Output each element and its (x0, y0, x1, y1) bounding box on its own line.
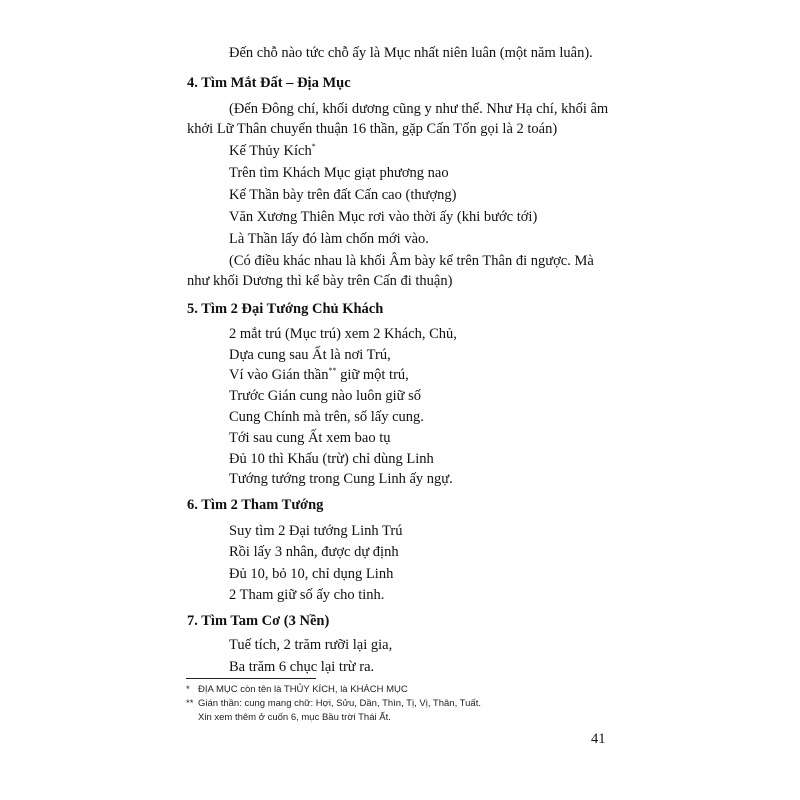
footnote-marker: ** (328, 366, 337, 376)
footnote-divider (186, 678, 316, 679)
body-line: như khối Dương thì kể bày trên Cấn đi thuận) (187, 273, 453, 289)
verse-line: Kế Thần bày trên đất Cấn cao (thượng) (229, 187, 457, 203)
verse-line: Văn Xương Thiên Mục rơi vào thời ấy (khi bước tới) (229, 209, 538, 225)
verse-line (229, 142, 316, 160)
verse-text: Ví vào Gián thần (229, 367, 329, 383)
section-heading-6: 6. Tìm 2 Tham Tướng (187, 497, 324, 513)
footnote (186, 697, 481, 710)
footnote (186, 711, 391, 724)
verse-line: Tướng tướng trong Cung Linh ấy ngự. (229, 471, 453, 487)
verse-line: Cung Chính mà trên, số lấy cung. (229, 409, 424, 425)
footnote-mark: * (186, 684, 190, 695)
section-heading-4: 4. Tìm Mắt Đất – Địa Mục (187, 75, 351, 91)
verse-line: Là Thần lấy đó làm chốn mới vào. (229, 231, 429, 247)
footnote-marker: * (311, 142, 316, 152)
verse-line: Trước Gián cung nào luôn giữ số (229, 388, 422, 404)
verse-line: Tuế tích, 2 trăm rưỡi lại gia, (229, 637, 393, 653)
footnote-text: Gián thần: cung mang chữ: Hợi, Sửu, Dần, Thìn, Tị, Vị, Thân, Tuất. (198, 698, 481, 709)
footnote-mark: ** (186, 698, 194, 709)
verse-line: Trên tìm Khách Mục giạt phương nao (229, 165, 449, 181)
verse-line: Ba trăm 6 chục lại trừ ra. (229, 659, 375, 675)
verse-text: Kế Thủy Kích (229, 143, 312, 159)
body-line: (Có điều khác nhau là khối Âm bày kể trên Thân đi ngược. Mà (229, 253, 594, 269)
page-number: 41 (591, 731, 606, 747)
body-line: khởi Lữ Thân chuyển thuận 16 thần, gặp Cấn Tốn gọi là 2 toán) (187, 121, 558, 137)
section-heading-7: 7. Tìm Tam Cơ (3 Nền) (187, 613, 330, 629)
verse-text: giữ một trú, (336, 367, 409, 383)
verse-line: Rồi lấy 3 nhân, được dự định (229, 544, 399, 560)
verse-line (229, 366, 409, 384)
body-line: Đến chỗ nào tức chỗ ấy là Mục nhất niên luân (một năm luân). (229, 45, 593, 61)
verse-line: Dựa cung sau Ất là nơi Trú, (229, 347, 391, 363)
verse-line: Đủ 10 thì Khấu (trừ) chỉ dùng Linh (229, 451, 434, 467)
footnote-text: ĐỊA MỤC còn tên là THỦY KÍCH, là KHÁCH MỤC (198, 684, 408, 695)
section-heading-5: 5. Tìm 2 Đại Tướng Chủ Khách (187, 301, 384, 317)
verse-line: Đủ 10, bỏ 10, chỉ dụng Linh (229, 566, 394, 582)
verse-line: Tới sau cung Ất xem bao tụ (229, 430, 391, 446)
verse-line: Suy tìm 2 Đại tướng Linh Trú (229, 523, 403, 539)
body-line: (Đến Đông chí, khối dương cũng y như thế. Như Hạ chí, khối âm (229, 101, 609, 117)
footnote (186, 683, 408, 696)
footnote-text: Xin xem thêm ở cuốn 6, mục Bầu trời Thái Ất. (198, 712, 391, 723)
verse-line: 2 Tham giữ số ấy cho tinh. (229, 587, 385, 603)
verse-line: 2 mắt trú (Mục trú) xem 2 Khách, Chủ, (229, 326, 457, 342)
